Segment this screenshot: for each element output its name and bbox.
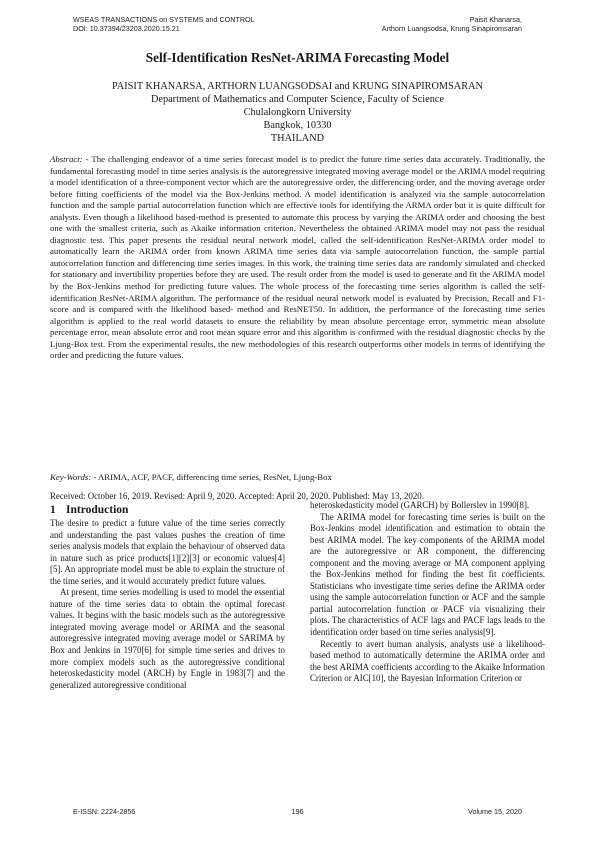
paragraph: At present, time series modelling is used to model the essential nature of the time series data to obtain the optimal forecast values. It begins with the basic models such as the autoregressive integrated moving average model or ARIMA and the seasonal autoregressive integrated moving average model or SARIMA by Box and Jenkins in 1970[6] for simple time series and drives to more complex models such as the autoregressive conditional heteroskedasticity model (ARCH) by Engle in 1983[7] and the generalized autoregressive conditional xyxy=(50,587,285,690)
header-author-line-2: Arthorn Luangsodsa, Krung Sinapiromsaran xyxy=(381,24,522,33)
header-author-line-1: Paisit Khanarsa, xyxy=(469,15,522,24)
keywords xyxy=(50,472,545,483)
department: Department of Mathematics and Computer Science, Faculty of Science xyxy=(150,94,445,105)
country: THAILAND xyxy=(270,133,325,144)
section-number: 1 xyxy=(50,504,56,516)
running-header-left xyxy=(73,15,255,33)
body-column-left xyxy=(50,518,285,691)
running-header-right xyxy=(382,15,522,33)
received-dates: Received: October 16, 2019. Revised: April 9, 2020. Accepted: April 20, 2020. Published: May 13, 2020. xyxy=(50,491,424,501)
footer-issn: E-ISSN: 2224-2856 xyxy=(73,807,136,816)
abstract xyxy=(50,154,545,362)
section-heading xyxy=(50,503,128,517)
author-names: PAISIT KHANARSA, ARTHORN LUANGSODSAI and KRUNG SINAPIROMSARAN xyxy=(112,81,483,92)
doi[interactable]: DOI: 10.37394/23203.2020.15.21 xyxy=(73,24,180,33)
paragraph: Recently to avert human analysis, analysts use a likelihood-based method to automatically determine the ARIMA order and the best ARIMA coefficients according to the Akaike Information Criterion or AIC[10], the Bayesian Information Criterion or xyxy=(310,638,545,684)
keywords-text: - ARIMA, ACF, PACF, differencing time series, ResNet, Ljung-Box xyxy=(93,472,332,482)
author-affiliation-block xyxy=(0,80,595,145)
body-column-right xyxy=(310,500,545,685)
university: Chulalongkorn University xyxy=(243,107,352,118)
paper-title: Self-Identification ResNet-ARIMA Forecasting Model xyxy=(145,50,450,65)
city: Bangkok, 10330 xyxy=(263,120,332,131)
journal-name: WSEAS TRANSACTIONS on SYSTEMS and CONTROL xyxy=(73,15,255,24)
paragraph: The desire to predict a future value of the time series correctly and understanding the past values pushes the creation of time series analysis models that explain the behaviour of observed data in nature such as price products[1][2][3] or economic values[4][5]. An appropriate model must be able to explain the structure of the time series, and it would accurately predict future values. xyxy=(50,518,285,586)
paragraph: heteroskedasticity model (GARCH) by Bollerslev in 1990[8]. xyxy=(310,500,530,510)
footer-page-number: 196 xyxy=(291,807,304,816)
keywords-label: Key-Words: xyxy=(50,472,92,482)
section-title: Introduction xyxy=(66,504,129,516)
abstract-label: Abstract: xyxy=(50,154,83,164)
footer-volume: Volume 15, 2020 xyxy=(468,807,522,816)
paragraph: The ARIMA model for forecasting time series is built on the Box-Jenkins model identification and estimation to obtain the best ARIMA model. The key components of the ARIMA model are the autoregressive or AR component, the differencing component and the moving average or MA component applying the Box-Jenkins method for finding the best fit coefficients. Statisticians who investigate time series define the ARIMA order using the sample autocorrelation function or ACF and the sample partial autocorrelation function or PACF via visualizing their plots. The characteristics of ACF lags and PACF lags leads to the identification order based on time series analysis[9]. xyxy=(310,511,545,638)
abstract-text: - The challenging endeavor of a time series forecast model is to predict the future time series data accurately. Traditionally, the fundamental forecasting model in time series analysis is the autoregressive integrated moving average model or the ARIMA model requiring a model identification of a three-component vector which are the autoregressive order, the differencing order, and the moving average order before fitting coefficients of the model via the Box-Jenkins method. A model identification is analyzed via the sample autocorrelation function and the sample partial autocorrelation function which are effective tools for identifying the ARMA order but it is quite difficult for analysts. Even though a likelihood based-method is presented to automate this process by varying the ARIMA order and choosing the best one with the smallest criteria, such as Akaike information criterion. Nevertheless the obtained ARIMA model may not pass the residual diagnostic test. This paper presents the residual neural network model, called the self-identification ResNet-ARIMA order model to automatically learn the ARIMA order from known ARIMA time series data via sample autocorrelation function, the sample partial autocorrelation function and differencing time series images. In this work, the training time series data are randomly simulated and checked for stationary and invertibility properties before they are used. The result order from the model is used to generate and fit the ARIMA model by the Box-Jenkins method for predicting future values. The whole process of the forecasting time series algorithm is called the self-identification ResNet-ARIMA algorithm. The performance of the residual neural network model is evaluated by Precision, Recall and F1-score and is compared with the likelihood based- method and ResNET50. In addition, the performance of the forecasting time series algorithm is applied to the real world datasets to ensure the reliability by mean absolute percentage error, symmetric mean absolute percentage error, mean absolute error and root mean square error and this algorithm is confirmed with the residual diagnostic checks by the Ljung-Box test. From the experimental results, the new methodologies of this research outperforms other models in terms of identifying the order and predicting the future values. xyxy=(50,154,545,361)
